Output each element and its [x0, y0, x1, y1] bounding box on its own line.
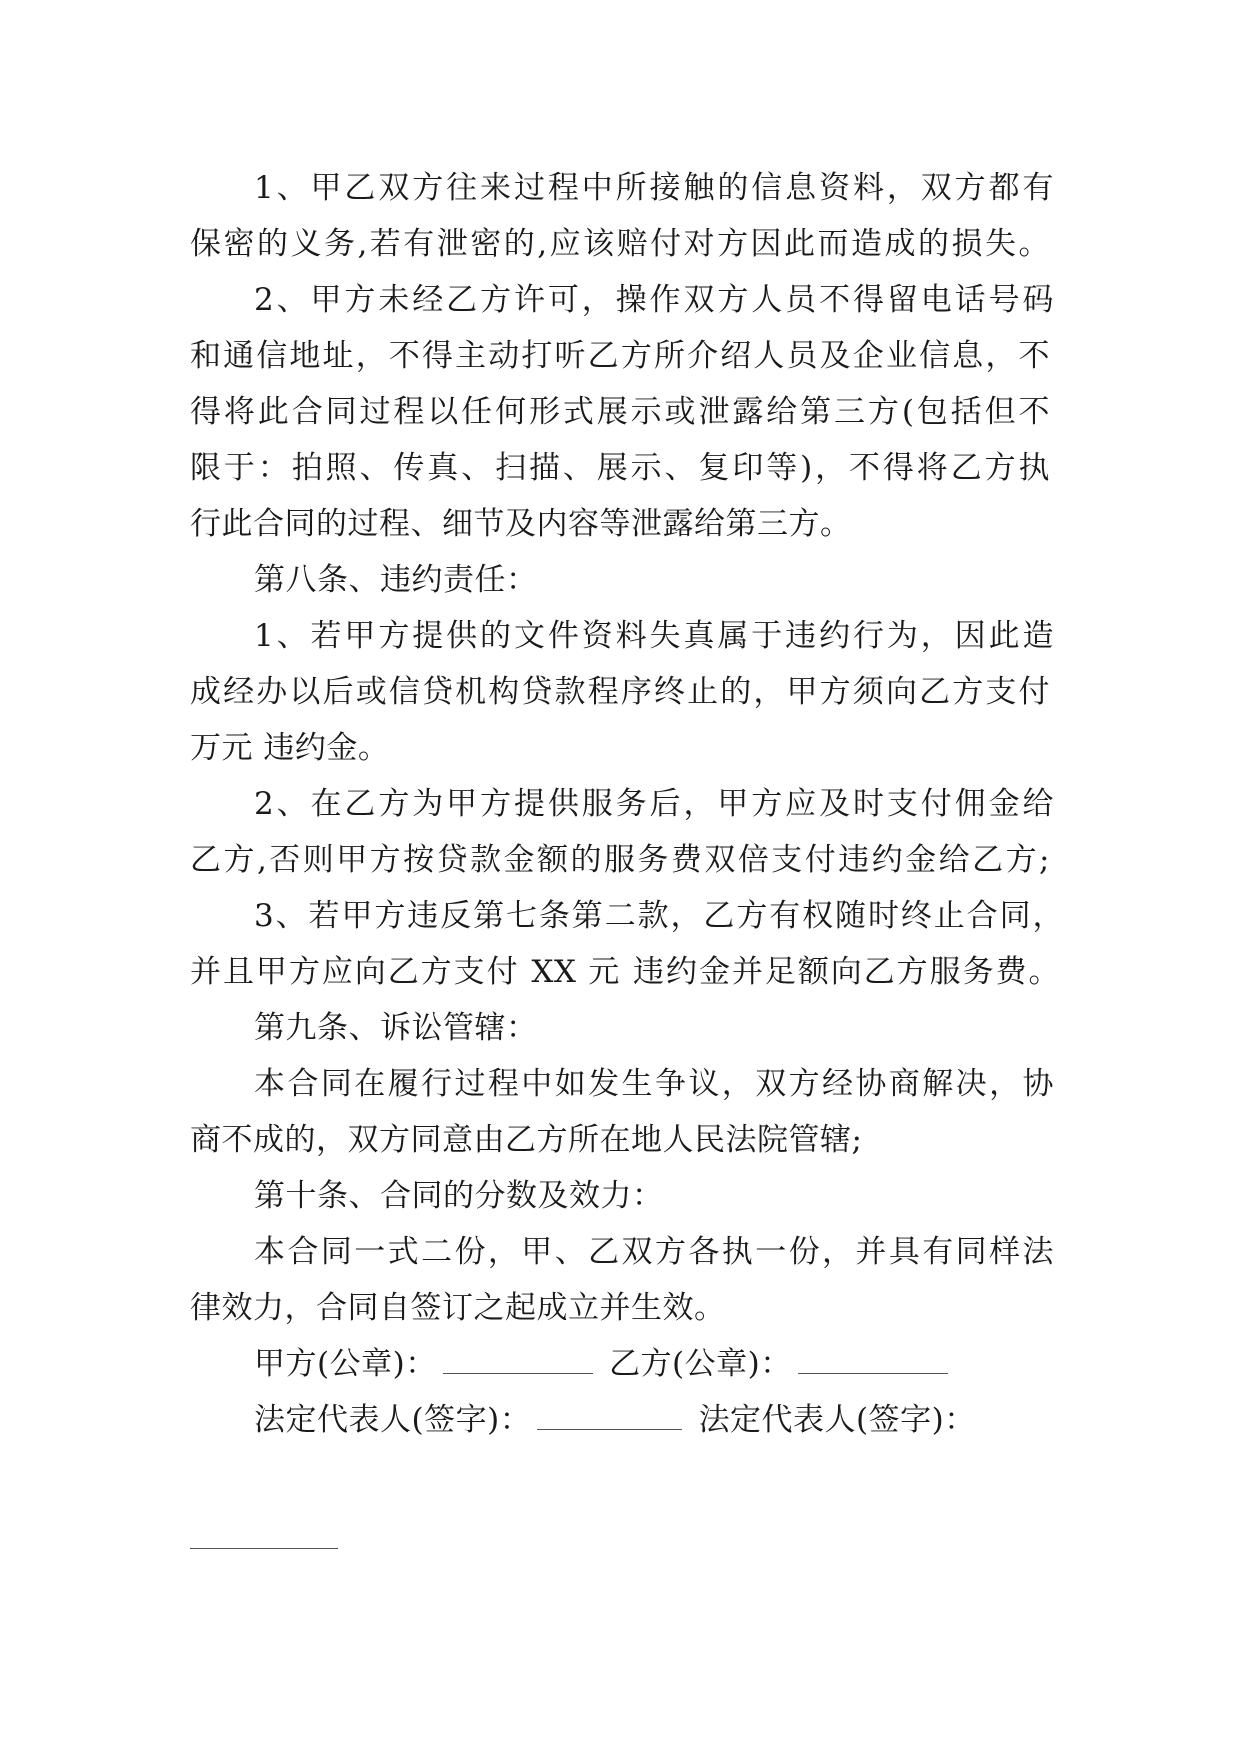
paragraph-line: 限于：拍照、传真、扫描、展示、复印等)，不得将乙方执 [190, 450, 1050, 486]
party-b-seal-label: 乙方(公章)： [609, 1346, 792, 1382]
party-a-rep-blank[interactable] [537, 1401, 682, 1430]
section-heading: 第九条、诉讼管辖： [254, 1010, 538, 1046]
representative-signature-line [254, 1400, 976, 1440]
party-b-rep-label: 法定代表人(签字)： [698, 1402, 976, 1438]
paragraph-line: 万元 违约金。 [190, 730, 390, 766]
party-a-seal-label: 甲方(公章)： [254, 1346, 437, 1382]
seal-signature-line [254, 1344, 954, 1384]
paragraph-line: 商不成的，双方同意由乙方所在地人民法院管辖; [190, 1122, 863, 1158]
paragraph-line: 3、若甲方违反第七条第二款，乙方有权随时终止合同， [254, 898, 1064, 934]
paragraph-line: 成经办以后或信贷机构贷款程序终止的，甲方须向乙方支付 [190, 674, 1050, 710]
section-heading: 第八条、违约责任： [254, 562, 538, 598]
paragraph-line: 2、甲方未经乙方许可，操作双方人员不得留电话号码 [254, 282, 1054, 318]
party-b-rep-blank[interactable] [190, 1548, 338, 1549]
section-heading: 第十条、合同的分数及效力： [254, 1178, 664, 1214]
paragraph-line: 乙方,否则甲方按贷款金额的服务费双倍支付违约金给乙方; [190, 842, 1050, 878]
party-a-rep-label: 法定代表人(签字)： [254, 1402, 532, 1438]
paragraph-line: 本合同在履行过程中如发生争议，双方经协商解决，协 [254, 1066, 1054, 1102]
paragraph-line: 律效力，合同自签订之起成立并生效。 [190, 1290, 726, 1326]
paragraph-line: 保密的义务,若有泄密的,应该赔付对方因此而造成的损失。 [190, 226, 1050, 262]
paragraph-line: 1、甲乙双方往来过程中所接触的信息资料，双方都有 [254, 170, 1054, 206]
paragraph-line: 行此合同的过程、细节及内容等泄露给第三方。 [190, 506, 852, 542]
paragraph-line: 和通信地址，不得主动打听乙方所介绍人员及企业信息，不 [190, 338, 1050, 374]
paragraph-line: 1、若甲方提供的文件资料失真属于违约行为，因此造 [254, 618, 1054, 654]
party-a-seal-blank[interactable] [443, 1345, 593, 1374]
paragraph-line: 2、在乙方为甲方提供服务后，甲方应及时支付佣金给 [254, 786, 1054, 822]
paragraph-line: 本合同一式二份，甲、乙双方各执一份，并具有同样法 [254, 1234, 1054, 1270]
paragraph-line: 并且甲方应向乙方支付 XX 元 违约金并足额向乙方服务费。 [190, 954, 1060, 990]
party-b-seal-blank[interactable] [798, 1345, 948, 1374]
paragraph-line: 得将此合同过程以任何形式展示或泄露给第三方(包括但不 [190, 394, 1050, 430]
